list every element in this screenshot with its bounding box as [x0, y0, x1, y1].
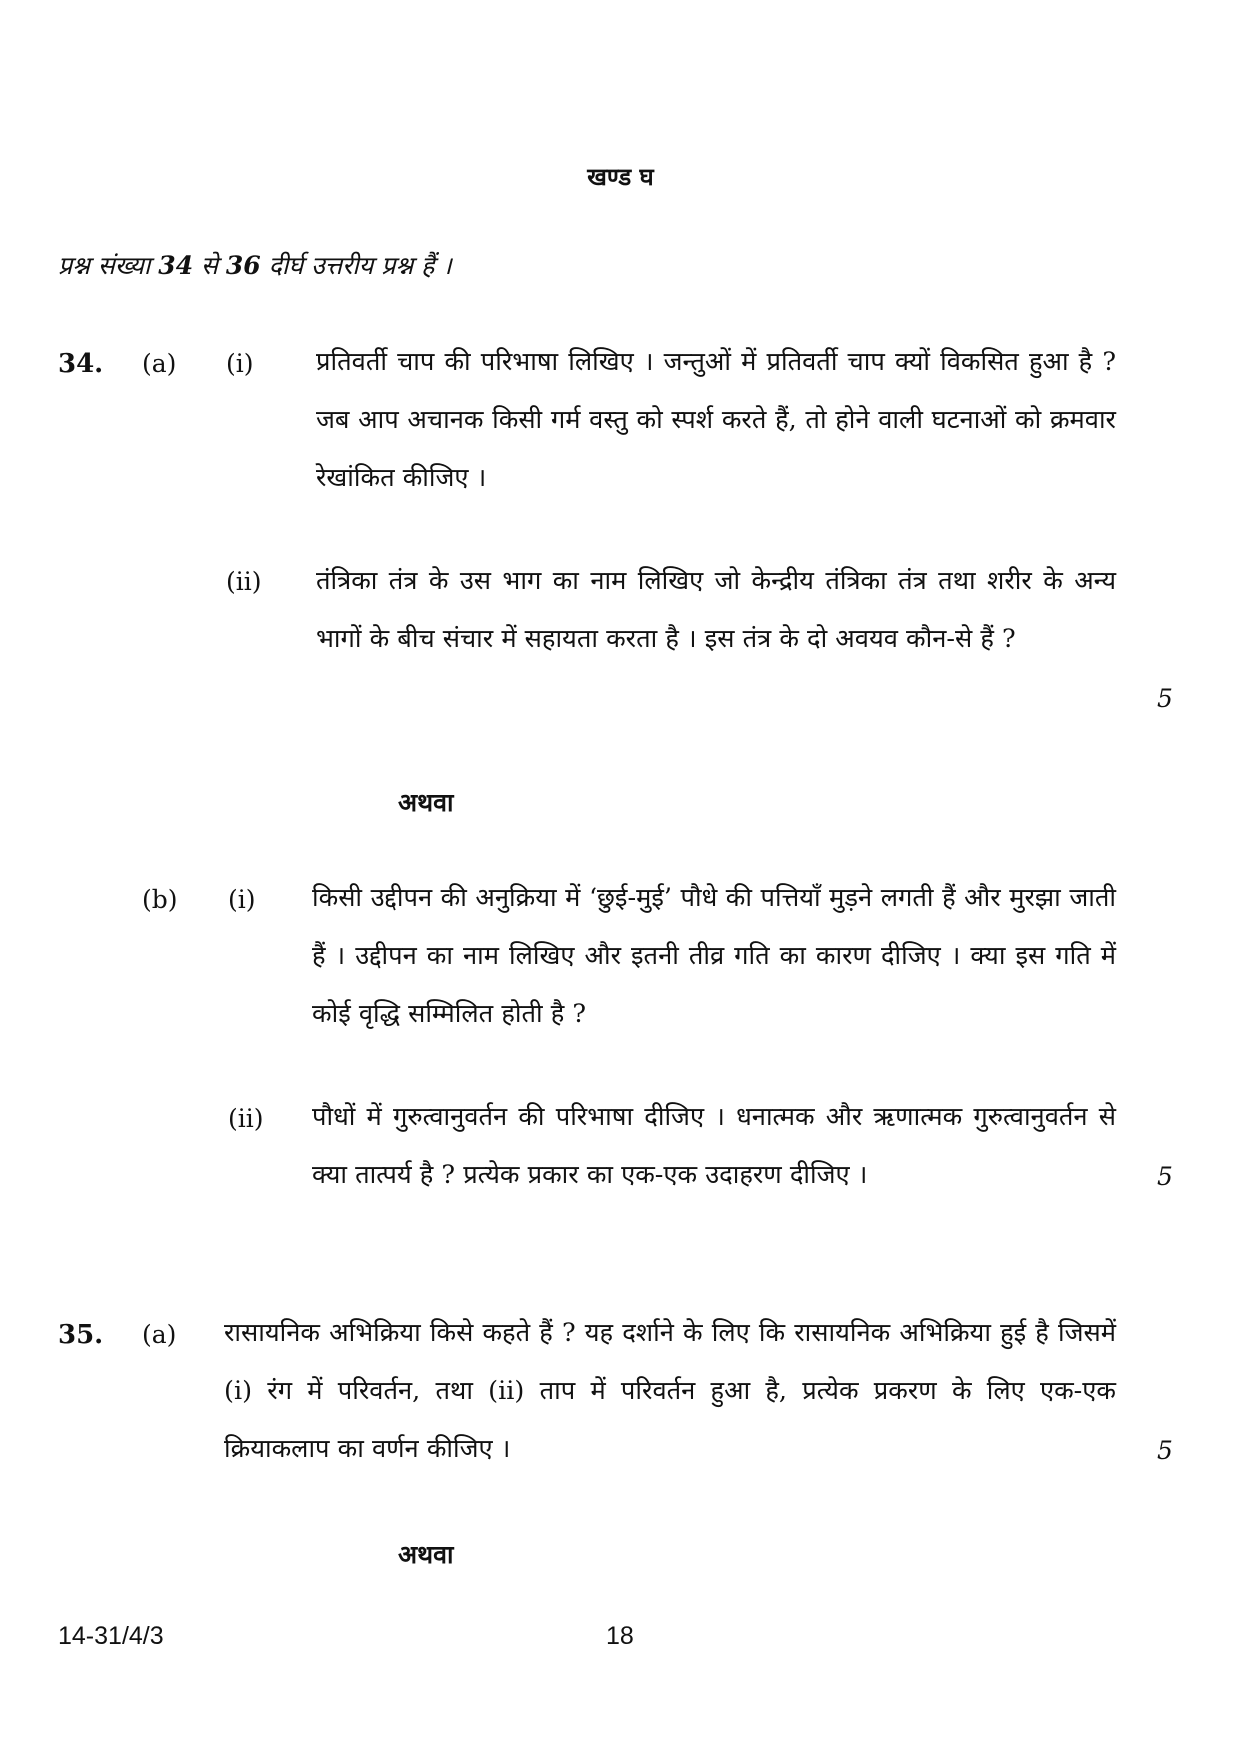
question-number-35: 35. — [58, 1320, 104, 1350]
instruction-pre: प्रश्न संख्या — [58, 251, 159, 280]
q34-b-i-text: किसी उद्दीपन की अनुक्रिया में ‘छुई-मुई’ पौधे की पत्तियाँ मुड़ने लगती हैं और मुरझा जाती हैं । उद्दीपन का नाम लिखिए और इतनी तीव्र गति का कारण दीजिए । क्या इस गति में कोई वृद्धि सम्मिलित होती है ? — [312, 883, 1116, 1029]
question-number-34: 34. — [58, 349, 104, 379]
page-number: 18 — [606, 1622, 634, 1650]
section-title: खण्ड घ — [587, 162, 654, 191]
q34-a-ii-label: (ii) — [226, 567, 262, 596]
q34-part-a-label: (a) — [142, 349, 177, 378]
q34-b-marks: 5 — [1157, 1162, 1173, 1191]
paper-code: 14-31/4/3 — [58, 1622, 164, 1650]
q34-a-ii-text: तंत्रिका तंत्र के उस भाग का नाम लिखिए जो केन्द्रीय तंत्रिका तंत्र तथा शरीर के अन्य भागों के बीच संचार में सहायता करता है । इस तंत्र के दो अवयव कौन-से हैं ? — [316, 566, 1116, 654]
q34-a-i-text: प्रतिवर्ती चाप की परिभाषा लिखिए । जन्तुओं में प्रतिवर्ती चाप क्यों विकसित हुआ है ? जब आप अचानक किसी गर्म वस्तु को स्पर्श करते हैं, तो होने वाली घटनाओं को क्रमवार रेखांकित कीजिए । — [316, 347, 1116, 493]
instruction-post: दीर्घ उत्तरीय प्रश्न हैं । — [260, 251, 452, 280]
instruction-line — [58, 248, 452, 282]
q35-or-label: अथवा — [398, 1540, 454, 1569]
instruction-mid: से — [193, 251, 226, 280]
q34-a-marks: 5 — [1157, 684, 1173, 713]
instruction-num-end: 36 — [225, 251, 261, 280]
q34-b-i-label: (i) — [228, 885, 256, 914]
q35-a-marks: 5 — [1157, 1436, 1173, 1465]
instruction-num-start: 34 — [158, 251, 194, 280]
q34-a-i-label: (i) — [226, 349, 254, 378]
q34-b-ii-label: (ii) — [228, 1104, 264, 1133]
q35-part-a-label: (a) — [142, 1320, 177, 1349]
q34-part-b-label: (b) — [142, 885, 178, 914]
q34-or-label: अथवा — [398, 788, 454, 817]
q34-b-ii-text: पौधों में गुरुत्वानुवर्तन की परिभाषा दीजिए । धनात्मक और ऋणात्मक गुरुत्वानुवर्तन से क्या तात्पर्य है ? प्रत्येक प्रकार का एक-एक उदाहरण दीजिए । — [312, 1102, 1116, 1190]
q35-a-text: रासायनिक अभिक्रिया किसे कहते हैं ? यह दर्शाने के लिए कि रासायनिक अभिक्रिया हुई है जिसमें (i) रंग में परिवर्तन, तथा (ii) ताप में परिवर्तन हुआ है, प्रत्येक प्रकरण के लिए एक-एक क्रियाकलाप का वर्णन कीजिए । — [224, 1318, 1116, 1464]
